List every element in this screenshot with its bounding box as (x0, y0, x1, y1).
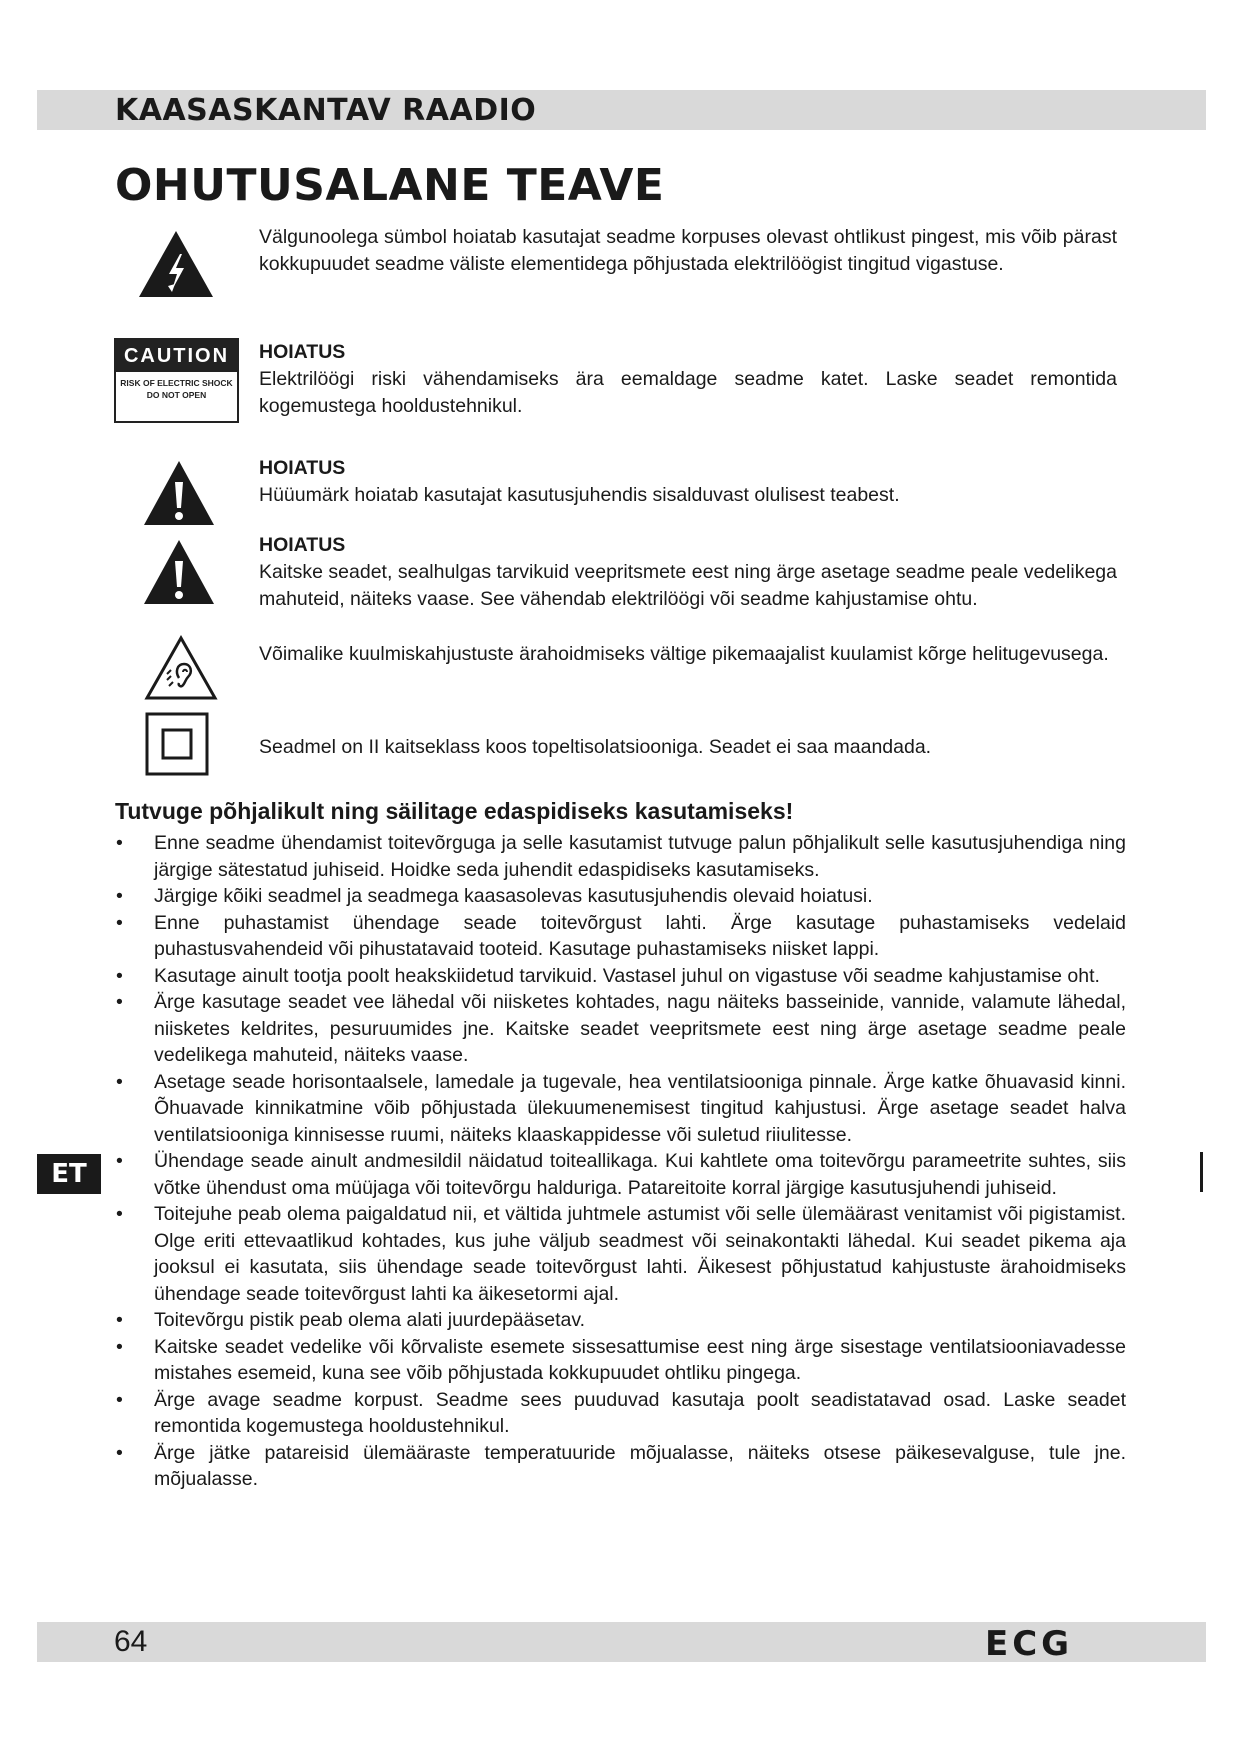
hearing-damage-icon (143, 634, 219, 702)
symbol-label: HOIATUS (259, 457, 346, 479)
list-item: • Järgige kõiki seadmel ja seadmega kaasasolevas kasutusjuhendis olevaid hoiatusi. (114, 883, 1126, 910)
header-title: KAASASKANTAV RAADIO (115, 93, 537, 128)
ecg-logo (985, 1627, 1103, 1659)
symbol-description: Elektrilöögi riski vähendamiseks ära eemaldage seadme katet. Laske seadet remontida kogemustega hooldustehnikul. (259, 368, 1117, 417)
list-item: • Ühendage seade ainult andmesildil näidatud toiteallikaga. Kui kahtlete oma toitevõrgu parameetrite suhtes, siis võtke ühendust oma müüjaga või toitevõrgu halduriga. Patareitoite korral järgige kasutusjuhendi juhiseid. (114, 1148, 1126, 1201)
symbol-text-4 (259, 532, 1117, 613)
page-title: OHUTUSALANE TEAVE (115, 160, 665, 211)
brand-text: ECG (985, 1627, 1074, 1659)
page-number: 64 (114, 1625, 148, 1658)
list-item: • Toitejuhe peab olema paigaldatud nii, et vältida juhtmele astumist või selle ülemäärast venitamist või pigistamist. Olge eriti ettevaatlikud kohtades, kus juhe väljub seadmest või seinakontakti lähedal. Kui seadet pikema aja jooksul ei kasutata, siis ühendage seade toitevõrgust lahti. Äikesest põhjustatud kahjustuste ärahoidmiseks ühendage seade toitevõrgust lahti ka äikesetormi ajal. (114, 1201, 1126, 1307)
list-item: • Asetage seade horisontaalsele, lamedale ja tugevale, hea ventilatsiooniga pinnale. Ärge katke õhuavasid kinni. Õhuavade kinnikatmine võib põhjustada ülekuumenemisest tingitud kahjustusi. Ärge asetage seadet halva ventilatsiooniga kinnisesse ruumi, näiteks klaaskappidesse või suletud riiulitesse. (114, 1069, 1126, 1149)
symbol-text-2 (259, 339, 1117, 420)
list-item: • Ärge kasutage seadet vee lähedal või niisketes kohtades, nagu näiteks basseinide, vannide, valamute lähedal, niisketes keldrites, pesuruumides jne. Kaitske seadet veepritsmete eest ning ärge asetage seadme peale vedelikega mahuteid, näiteks vaase. (114, 989, 1126, 1069)
symbol-description: Seadmel on II kaitseklass koos topeltisolatsiooniga. Seadet ei saa maandada. (259, 736, 932, 758)
symbol-description: Võimalike kuulmiskahjustuste ärahoidmiseks vältige pikemaajalist kuulamist kõrge helitugevusega. (259, 643, 1109, 665)
lightning-triangle-icon (136, 228, 216, 300)
instructions-heading: Tutvuge põhjalikult ning säilitage edaspidiseks kasutamiseks! (115, 798, 794, 824)
side-marker (1200, 1152, 1203, 1192)
list-item: • Ärge avage seadme korpust. Seadme sees puuduvad kasutaja poolt seadistatavad osad. Laske seadet remontida kogemustega hooldustehnikul. (114, 1387, 1126, 1440)
symbol-text-5 (259, 641, 1117, 668)
caution-line-1: RISK OF ELECTRIC SHOCK (120, 378, 233, 388)
language-tab: ET (37, 1154, 101, 1194)
symbol-description: Hüüumärk hoiatab kasutajat kasutusjuhendis sisalduvast olulisest teabest. (259, 484, 900, 506)
list-item: • Enne puhastamist ühendage seade toitevõrgust lahti. Ärge kasutage puhastamiseks vedelaid puhastusvahendeid või pihustatavaid tooteid. Kasutage puhastamiseks niisket lappi. (114, 910, 1126, 963)
symbol-description: Kaitske seadet, sealhulgas tarvikuid veepritsmete eest ning ärge asetage seadme peale vedelikega mahuteid, näiteks vaase. See vähendab elektrilöögi või seadme kahjustamise ohtu. (259, 561, 1117, 610)
symbol-label: HOIATUS (259, 341, 346, 363)
list-item: • Kaitske seadet vedelike või kõrvaliste esemete sissesattumise eest ning ärge sisestage ventilatsiooniavadesse mistahes esemeid, kuna see võib põhjustada kokkupuudet ohtliku pingega. (114, 1334, 1126, 1387)
symbol-text-1 (259, 224, 1117, 278)
list-item: • Kasutage ainult tootja poolt heakskiidetud tarvikuid. Vastasel juhul on vigastuse või seadme kahjustamise oht. (114, 963, 1126, 990)
safety-instructions-list (114, 830, 1126, 1493)
list-item: • Toitevõrgu pistik peab olema alati juurdepääsetav. (114, 1307, 1126, 1334)
caution-line-2: DO NOT OPEN (146, 390, 207, 400)
caution-title: CAUTION (116, 340, 237, 372)
exclamation-triangle-icon (141, 537, 217, 607)
symbol-label: HOIATUS (259, 534, 346, 556)
list-item: • Enne seadme ühendamist toitevõrguga ja selle kasutamist tutvuge palun põhjalikult selle kasutusjuhendiga ning järgige sätestatud juhiseid. Hoidke seda juhendit edaspidiseks kasutamiseks. (114, 830, 1126, 883)
exclamation-triangle-icon (141, 458, 217, 528)
symbol-text-3 (259, 455, 1117, 509)
double-insulation-icon (145, 712, 209, 776)
symbol-description: Välgunoolega sümbol hoiatab kasutajat seadme korpuses olevast ohtlikust pingest, mis võib pärast kokkupuudet seadme väliste elementidega põhjustada elektrilöögist tingitud vigastuse. (259, 226, 1117, 275)
caution-label-icon (114, 338, 239, 423)
list-item: • Ärge jätke patareisid ülemääraste temperatuuride mõjualasse, näiteks otsese päikesevalguse, tule jne. mõjualasse. (114, 1440, 1126, 1493)
symbol-text-6 (259, 734, 1117, 761)
